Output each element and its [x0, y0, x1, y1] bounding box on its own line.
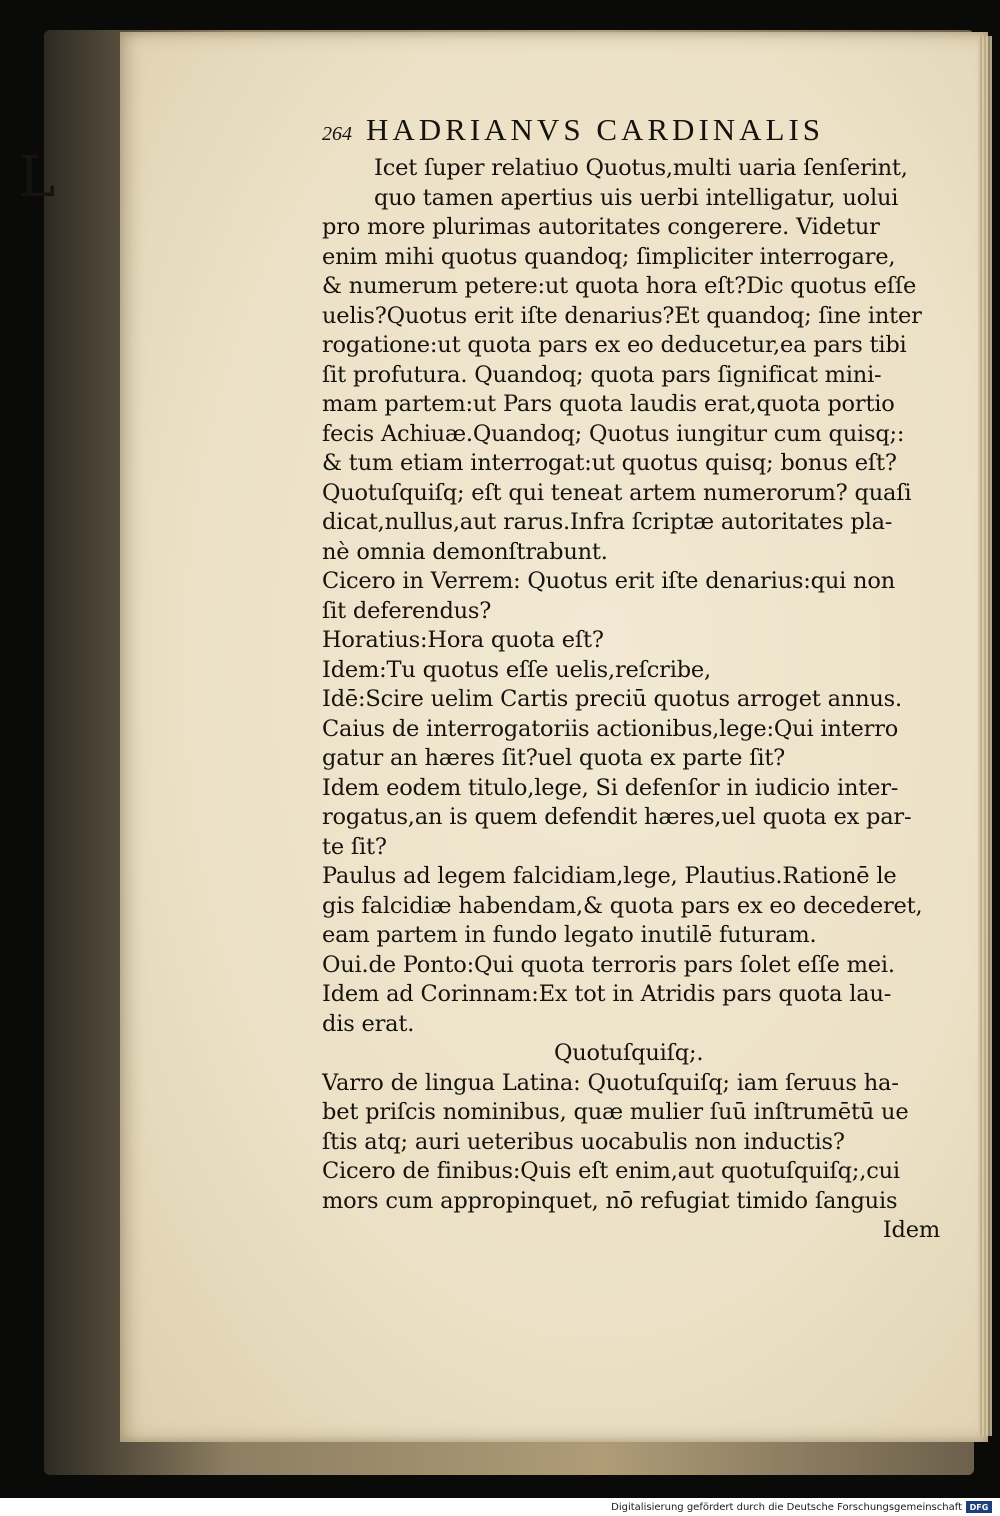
text-line: Idem:Tu quotus eſſe uelis,reſcribe, [322, 656, 712, 683]
running-title: HADRIANVS CARDINALIS [366, 112, 825, 147]
text-line: Varro de lingua Latina: Quotuſquiſq; iam ſeruus ha- [322, 1069, 899, 1096]
dfg-logo-icon: DFG [966, 1501, 992, 1513]
text-line: Icet ſuper relatiuo Quotus,multi uaria ſenſerint, [374, 155, 908, 181]
text-line: Paulus ad legem falcidiam,lege, Plautius.Rationē le [322, 863, 897, 889]
text-line: rogatus,an is quem defendit hæres,uel quota ex par- [322, 804, 912, 830]
text-line: te ſit? [322, 833, 387, 860]
text-line: nè omnia demonſtrabunt. [322, 538, 608, 565]
text-line: eam partem in fundo legato inutilē futuram. [322, 922, 817, 948]
text-line: mam partem:ut Pars quota laudis erat,quota portio [322, 391, 895, 417]
text-line: Oui.de Ponto:Qui quota terroris pars ſolet eſſe mei. [322, 951, 895, 978]
text-line: dicat,nullus,aut rarus.Infra ſcriptæ autoritates pla- [322, 509, 893, 535]
text-line: gis falcidiæ habendam,& quota pars ex eo decederet, [322, 892, 923, 919]
text-line: ſtis atq; auri ueteribus uocabulis non inductis? [322, 1128, 845, 1155]
text-line: Idem ad Corinnam:Ex tot in Atridis pars quota lau- [322, 981, 892, 1007]
page-number: 264 [322, 123, 352, 145]
text-line: ſit deferendus? [322, 597, 492, 624]
text-line: Idem eodem titulo,lege, Si defenſor in iudicio inter- [322, 774, 899, 801]
running-header [322, 112, 962, 150]
text-line: bet priſcis nominibus, quæ mulier ſuū inſtrumētū ue [322, 1099, 909, 1125]
text-line: & tum etiam interrogat:ut quotus quisq; bonus eſt? [322, 450, 897, 476]
text-line: & numerum petere:ut quota hora eſt?Dic quotus eſſe [322, 273, 917, 299]
text-line: Cicero in Verrem: Quotus erit iſte denarius:qui non [322, 568, 895, 594]
text-line: Horatius:Hora quota eſt? [322, 627, 604, 653]
text-line: fecis Achiuæ.Quandoq; Quotus iungitur cum quisq;: [322, 420, 905, 447]
text-line: gatur an hæres ſit?uel quota ex parte ſit? [322, 745, 786, 771]
text-line: Caius de interrogatoriis actionibus,lege:Qui interro [322, 715, 899, 742]
text-line: quo tamen apertius uis uerbi intelligatur, uolui [374, 184, 899, 211]
text-line: Idē:Scire uelim Cartis preciū quotus arroget annus. [322, 686, 902, 712]
drop-cap: L [18, 145, 56, 210]
catchword: Idem [882, 1217, 940, 1243]
text-line: ſit profutura. Quandoq; quota pars ſignificat mini- [322, 361, 882, 388]
text-line: Cicero de finibus:Quis eſt enim,aut quotuſquiſq;,cui [322, 1158, 900, 1184]
text-line: Quotuſquiſq; eſt qui teneat artem numerorum? quaſi [322, 479, 912, 506]
text-line: uelis?Quotus erit iſte denarius?Et quandoq; ſine inter [322, 302, 922, 329]
section-subheading: Quotuſquiſq;. [554, 1040, 704, 1066]
text-line: pro more plurimas autoritates congerere. Videtur [322, 214, 880, 240]
page-edges [978, 36, 992, 1436]
text-line: rogatione:ut quota pars ex eo deducetur,ea pars tibi [322, 332, 907, 358]
text-block [322, 112, 962, 1246]
text-line: enim mihi quotus quandoq; ſimpliciter interrogare, [322, 243, 896, 270]
text-line: dis erat. [322, 1010, 415, 1037]
funding-note: Digitalisierung gefördert durch die Deutsche Forschungsgemeinschaft [611, 1501, 962, 1513]
text-line: mors cum appropinquet, nō refugiat timido ſanguis [322, 1187, 898, 1214]
footer-bar [0, 1498, 1000, 1516]
